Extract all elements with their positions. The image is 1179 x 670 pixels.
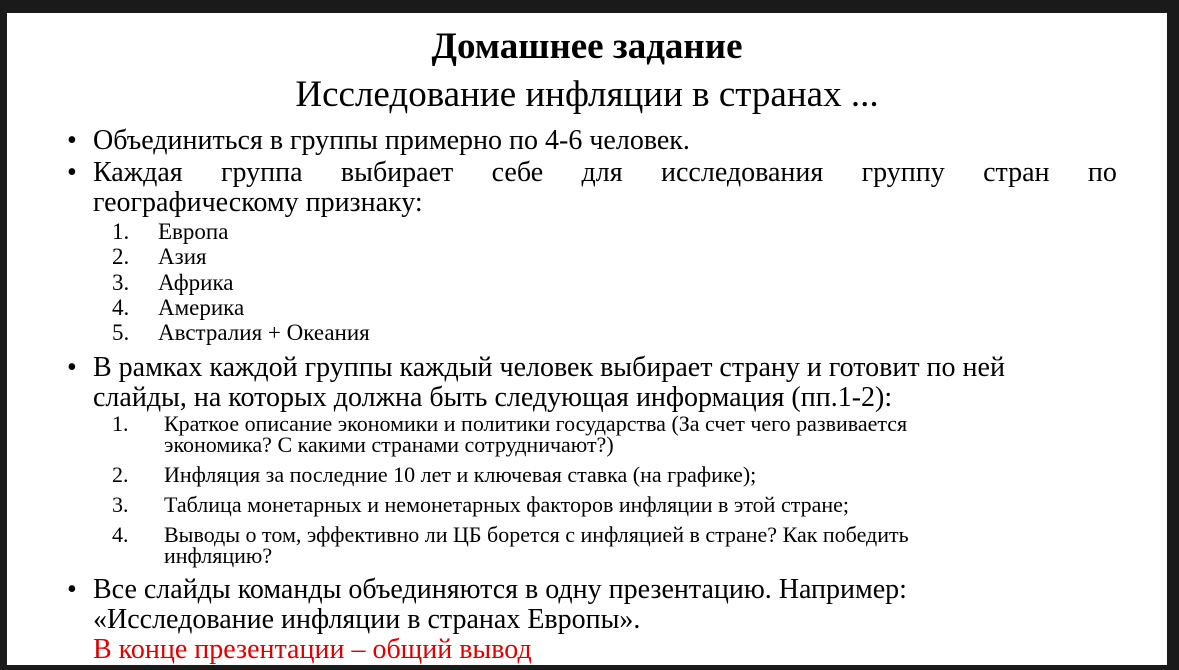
slide-title: Домашнее задание — [431, 26, 743, 67]
bullet-region-choice — [67, 158, 1117, 218]
region-label: Америка — [158, 294, 245, 320]
bullet-slides-content — [67, 353, 1127, 413]
requirement-item — [112, 464, 909, 485]
region-label: Азия — [158, 244, 207, 270]
bullet-text-line-1: Все слайды команды объединяются в одну презентацию. Например: — [93, 574, 907, 605]
requirement-text — [164, 413, 909, 455]
list-number: 4. — [112, 522, 129, 547]
bullet-marker: • — [67, 125, 77, 156]
bullet-text-block — [93, 158, 1117, 218]
list-number: 2. — [112, 462, 129, 487]
list-number: 4. — [112, 294, 130, 320]
region-item — [112, 270, 370, 295]
requirement-text — [164, 464, 909, 485]
bullet-text-line-2: «Исследование инфляции в странах Европы». — [93, 604, 641, 635]
bullet-marker: • — [67, 352, 77, 383]
slide — [7, 13, 1167, 665]
requirement-item — [112, 524, 909, 566]
requirement-item — [112, 413, 909, 455]
word: выбирает — [340, 157, 454, 188]
word: Каждая — [93, 157, 183, 188]
regions-list — [112, 219, 370, 345]
bullet-text-line-2: географическому признаку: — [93, 187, 423, 218]
word: исследования — [661, 157, 824, 188]
bullet-text-line-2: слайды, на которых должна быть следующая информация (пп.1-2): — [93, 382, 893, 413]
word: для — [581, 157, 623, 188]
bullet-presentation — [67, 575, 1117, 665]
requirement-item — [112, 494, 909, 515]
bullet-text-block — [93, 575, 1117, 665]
conclusion-note: В конце презентации – общий вывод — [93, 634, 532, 665]
bullet-text: Объединиться в группы примерно по 4-6 человек. — [93, 125, 690, 156]
word: стран — [983, 157, 1050, 188]
bullet-marker: • — [67, 157, 77, 188]
list-number: 2. — [112, 244, 130, 270]
region-label: Европа — [158, 219, 229, 244]
region-item — [112, 320, 370, 345]
requirement-line-1: Таблица монетарных и немонетарных факторов инфляции в этой стране; — [164, 492, 850, 517]
region-item — [112, 219, 370, 244]
slide-subtitle: Исследование инфляции в странах ... — [295, 74, 879, 115]
list-number: 5. — [112, 320, 130, 346]
region-item — [112, 244, 370, 269]
requirements-list — [112, 413, 909, 575]
requirement-line-1: Краткое описание экономики и политики государства (За счет чего развивается — [164, 411, 908, 436]
word: группа — [221, 157, 303, 188]
word: себе — [491, 157, 544, 188]
region-label: Австралия + Океания — [158, 320, 370, 346]
list-number: 3. — [112, 269, 130, 295]
requirement-line-2: инфляцию? — [164, 543, 273, 568]
word: группу — [861, 157, 945, 188]
list-number: 1. — [112, 219, 130, 244]
requirement-line-1: Выводы о том, эффективно ли ЦБ борется с инфляцией в стране? Как победить — [164, 522, 909, 547]
requirement-line-2: экономика? С какими странами сотрудничают?) — [164, 432, 614, 457]
requirement-line-1: Инфляция за последние 10 лет и ключевая ставка (на графике); — [164, 462, 757, 487]
bullet-marker: • — [67, 574, 77, 605]
bullet-text-block — [93, 353, 1127, 413]
word: по — [1087, 157, 1117, 188]
requirement-text — [164, 494, 909, 515]
bullet-text-line-1 — [93, 158, 1117, 188]
list-number: 1. — [112, 411, 129, 436]
list-number: 3. — [112, 492, 129, 517]
region-label: Африка — [158, 269, 234, 295]
region-item — [112, 295, 370, 320]
requirement-text — [164, 524, 909, 566]
bullet-text-line-1: В рамках каждой группы каждый человек выбирает страну и готовит по ней — [93, 352, 1005, 383]
bullet-group-size — [67, 126, 1117, 156]
